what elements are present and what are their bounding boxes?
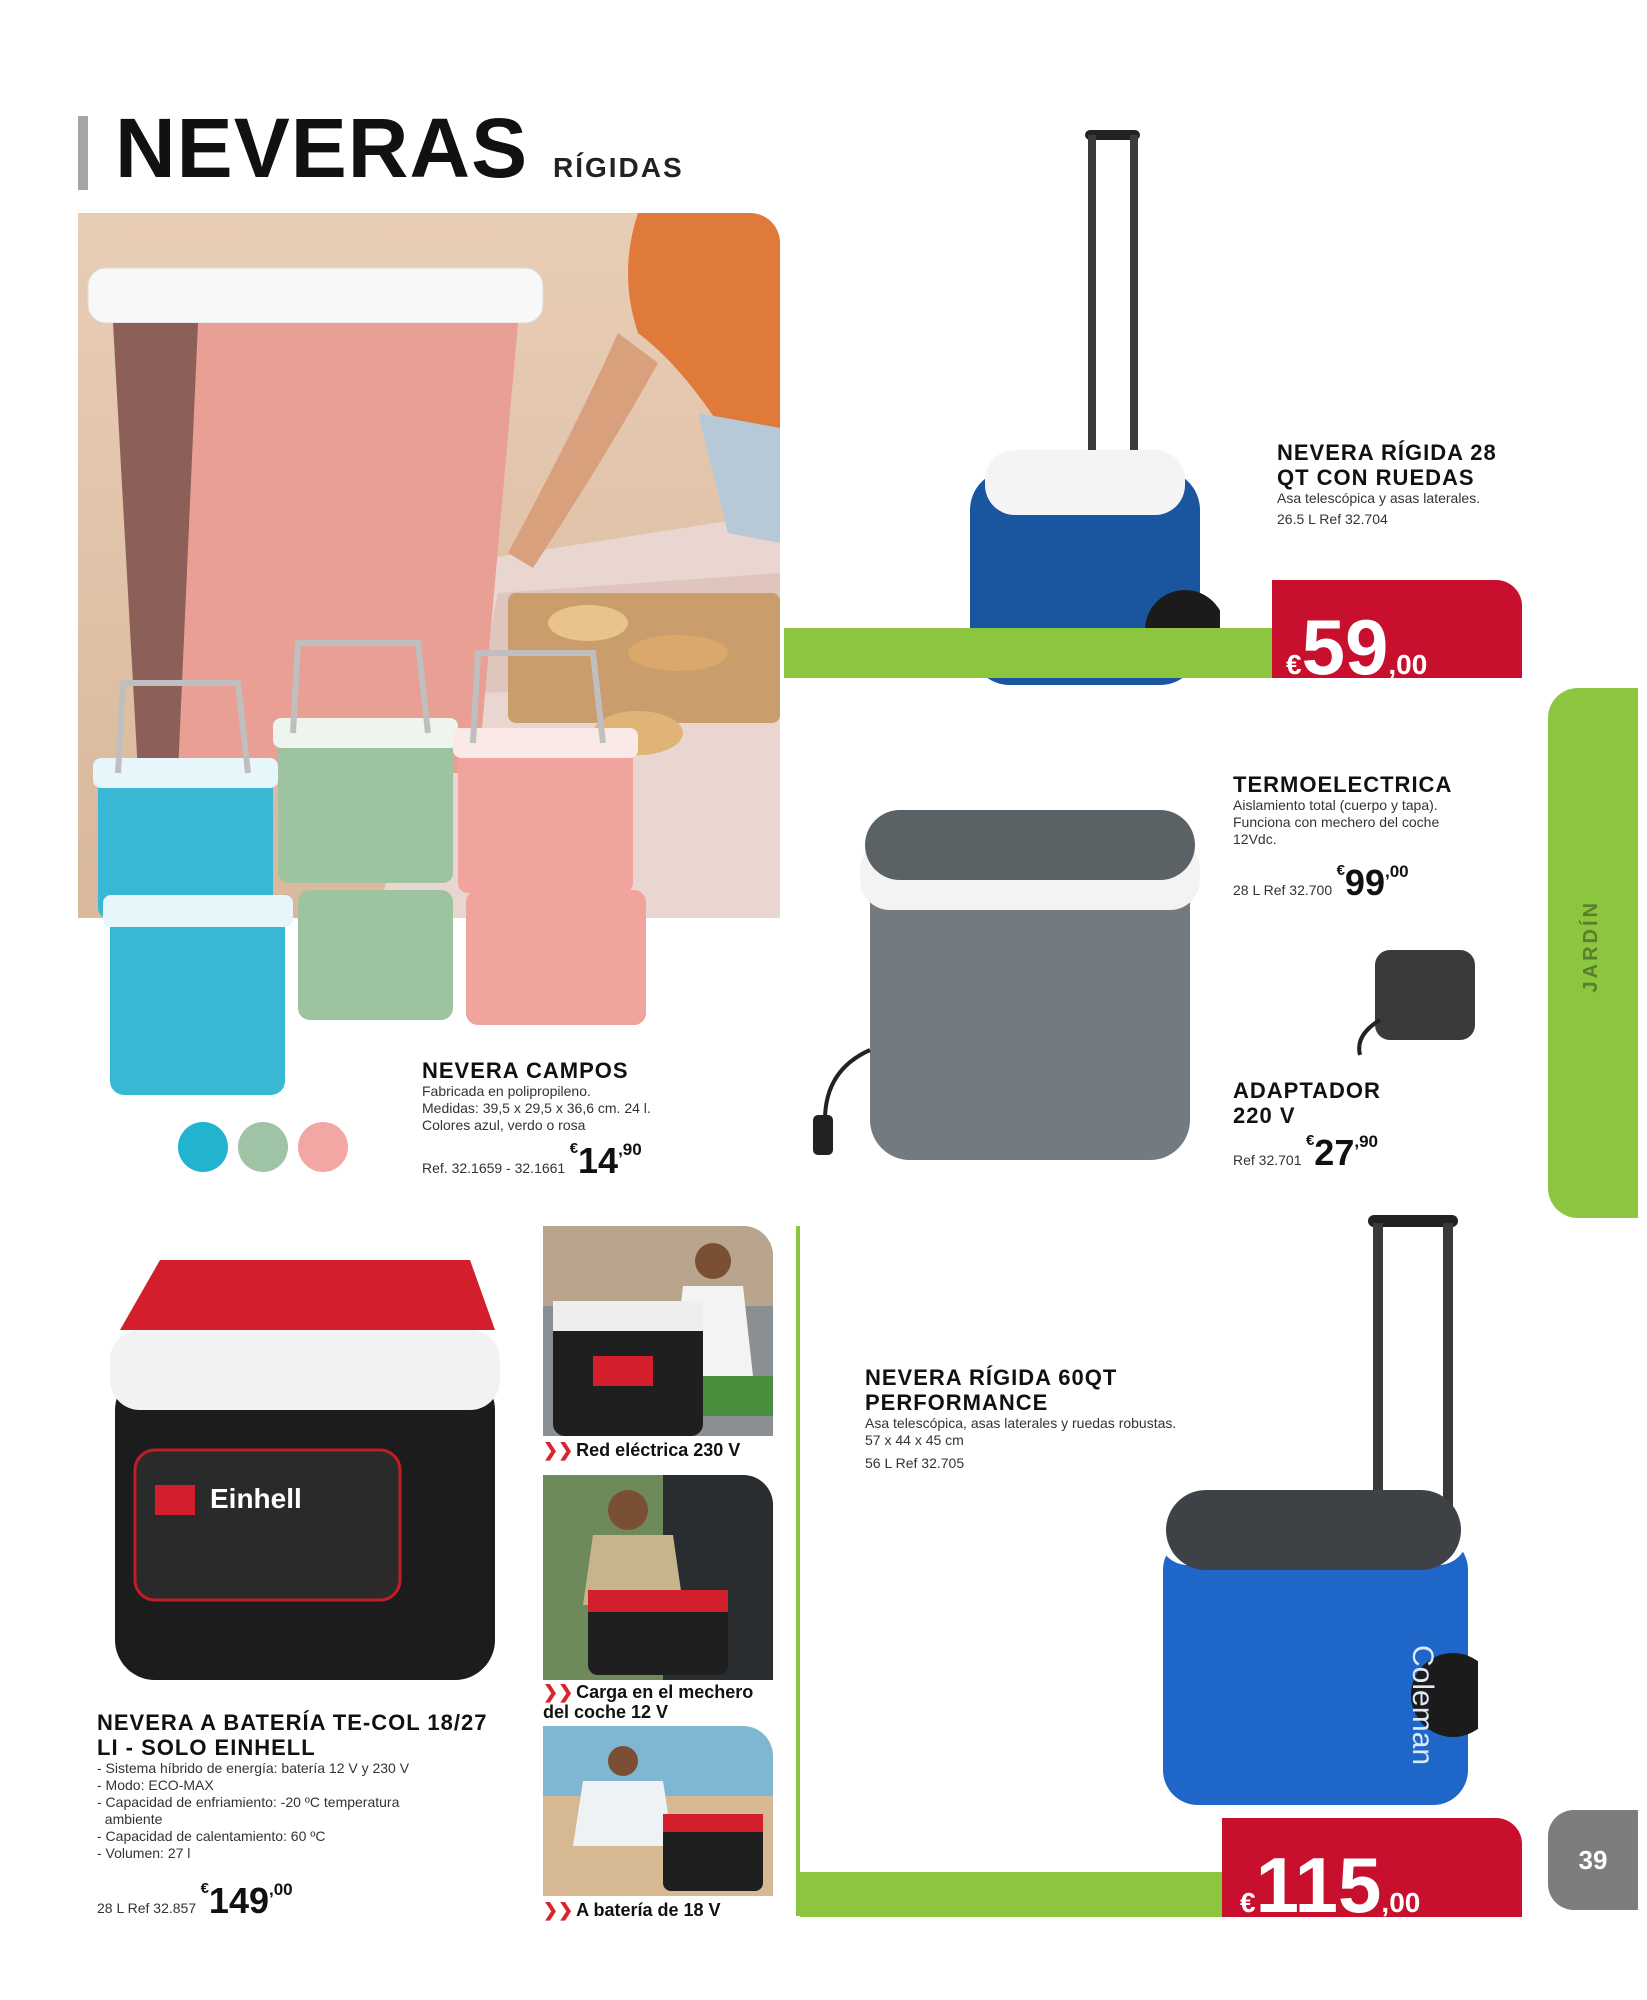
chevron-double-right-icon: ❯❯ — [543, 1900, 574, 1920]
einhell-brand-logo: Einhell — [210, 1483, 302, 1514]
rigida28-name-2: QT CON RUEDAS — [1277, 465, 1475, 490]
adaptador-name-1: ADAPTADOR — [1233, 1078, 1381, 1103]
coleman-brand-logo: Coleman — [1406, 1645, 1439, 1766]
swatch-green[interactable] — [238, 1122, 288, 1172]
termoelectrica-cooler-image — [805, 800, 1200, 1165]
adaptador-ref: Ref 32.701 — [1233, 1152, 1302, 1168]
termo-ref: 28 L Ref 32.700 — [1233, 882, 1333, 898]
rigida28-price-currency: € — [1286, 649, 1302, 680]
campos-price-row — [422, 1140, 642, 1182]
termo-desc-1: Aislamiento total (cuerpo y tapa). — [1233, 797, 1438, 813]
rigida28-price-tag — [1272, 580, 1522, 691]
campos-ref: Ref. 32.1659 - 32.1661 — [422, 1160, 566, 1176]
einhell-price-dec: ,00 — [269, 1880, 293, 1899]
rigida60-block — [865, 1365, 1176, 1472]
campos-price-currency: € — [569, 1140, 579, 1157]
rigida28-ref: 26.5 L Ref 32.704 — [1277, 511, 1388, 527]
rigida28-block — [1277, 440, 1497, 528]
termo-block — [1233, 772, 1452, 848]
swatch-blue[interactable] — [178, 1122, 228, 1172]
rigida28-price-int: 59 — [1301, 603, 1389, 691]
campos-price-int: 14 — [578, 1140, 619, 1181]
einhell-price-int: 149 — [208, 1880, 269, 1921]
section-divider — [796, 1226, 800, 1916]
adaptador-image — [1335, 940, 1485, 1060]
einhell-feature-item: - Volumen: 27 l — [97, 1845, 191, 1861]
adaptador-price-row — [1233, 1132, 1378, 1174]
einhell-feature-item: ambiente — [97, 1811, 163, 1827]
einhell-price-row — [97, 1880, 293, 1922]
blue-campos-cooler-image — [98, 890, 298, 1105]
einhell-feature-item: - Capacidad de calentamiento: 60 ºC — [97, 1828, 326, 1844]
caption-red-electrica — [543, 1440, 740, 1460]
title-accent-bar — [78, 116, 88, 190]
pink-campos-cooler-image — [458, 890, 658, 1030]
chevron-double-right-icon: ❯❯ — [543, 1682, 574, 1702]
caption-a-bateria — [543, 1900, 721, 1920]
termo-price-row — [1233, 862, 1409, 904]
campos-name: NEVERA CAMPOS — [422, 1058, 629, 1083]
einhell-ref: 28 L Ref 32.857 — [97, 1900, 197, 1916]
chevron-double-right-icon: ❯❯ — [543, 1440, 574, 1460]
einhell-block — [97, 1710, 487, 1862]
swatch-pink[interactable] — [298, 1122, 348, 1172]
photo-carga-mechero — [543, 1475, 773, 1680]
rigida28-desc: Asa telescópica y asas laterales. — [1277, 490, 1481, 506]
caption-red-text: Red eléctrica 230 V — [576, 1440, 741, 1460]
campos-block — [422, 1058, 651, 1134]
rigida60-ref: 56 L Ref 32.705 — [865, 1455, 965, 1471]
photo-a-bateria — [543, 1726, 773, 1896]
photo-red-electrica — [543, 1226, 773, 1436]
einhell-feature-item: - Sistema híbrido de energía: batería 12 V y 230 V — [97, 1760, 410, 1776]
page-subtitle: RÍGIDAS — [553, 152, 684, 183]
termo-price-currency: € — [1336, 862, 1345, 879]
rigida60-price-currency: € — [1240, 1887, 1256, 1918]
rigida60-price-tag — [1222, 1818, 1522, 1929]
einhell-feature-item: - Modo: ECO-MAX — [97, 1777, 214, 1793]
rigida60-cooler-image — [1158, 1215, 1478, 1815]
campos-desc-2: Medidas: 39,5 x 29,5 x 36,6 cm. 24 l. — [422, 1100, 651, 1116]
adaptador-block — [1233, 1078, 1381, 1128]
einhell-cooler-image — [100, 1250, 510, 1690]
rigida28-price-dec: ,00 — [1388, 649, 1428, 680]
termo-price-int: 99 — [1344, 862, 1385, 903]
einhell-feature-item: - Capacidad de enfriamiento: -20 ºC temperatura — [97, 1794, 400, 1810]
section-side-label: JARDÍN — [1580, 900, 1602, 993]
rigida60-price-int: 115 — [1255, 1841, 1382, 1929]
termo-price-dec: ,00 — [1384, 862, 1409, 881]
termo-desc-3: 12Vdc. — [1233, 831, 1277, 847]
einhell-features-list — [97, 1760, 487, 1862]
rigida60-price-dec: ,00 — [1381, 1887, 1421, 1918]
rigida28-name-1: NEVERA RÍGIDA 28 — [1277, 440, 1497, 465]
rigida60-name-1: NEVERA RÍGIDA 60QT — [865, 1365, 1118, 1390]
green-campos-cooler-image — [290, 890, 460, 1030]
rigida60-desc-1: Asa telescópica, asas laterales y ruedas robustas. — [865, 1415, 1177, 1431]
termo-desc-2: Funciona con mechero del coche — [1233, 814, 1440, 830]
adaptador-price-dec: ,90 — [1354, 1132, 1378, 1151]
caption-car-text-2: del coche 12 V — [543, 1702, 669, 1722]
einhell-name-1: NEVERA A BATERÍA TE-COL 18/27 — [97, 1710, 488, 1735]
adaptador-name-2: 220 V — [1233, 1103, 1296, 1128]
rigida60-name-2: PERFORMANCE — [865, 1390, 1049, 1415]
einhell-name-2: LI - SOLO EINHELL — [97, 1735, 316, 1760]
rigida60-desc-2: 57 x 44 x 45 cm — [865, 1432, 964, 1448]
page-title: NEVERAS — [115, 101, 529, 195]
caption-carga-mechero — [543, 1682, 753, 1722]
adaptador-price-currency: € — [1305, 1132, 1315, 1149]
rigida28-green-band — [784, 628, 1275, 678]
campos-price-dec: ,90 — [618, 1140, 642, 1159]
page-number: 39 — [1578, 1845, 1608, 1875]
campos-desc-1: Fabricada en polipropileno. — [422, 1083, 591, 1099]
campos-desc-3: Colores azul, verdo o rosa — [422, 1117, 586, 1133]
rigida28-cooler-image — [960, 125, 1220, 705]
rigida60-green-band — [800, 1872, 1225, 1917]
termo-name: TERMOELECTRICA — [1233, 772, 1453, 797]
caption-battery-text: A batería de 18 V — [576, 1900, 721, 1920]
caption-car-text-1: Carga en el mechero — [576, 1682, 754, 1702]
hero-beach-photo — [78, 213, 780, 918]
einhell-price-currency: € — [200, 1880, 209, 1897]
adaptador-price-int: 27 — [1314, 1132, 1355, 1173]
